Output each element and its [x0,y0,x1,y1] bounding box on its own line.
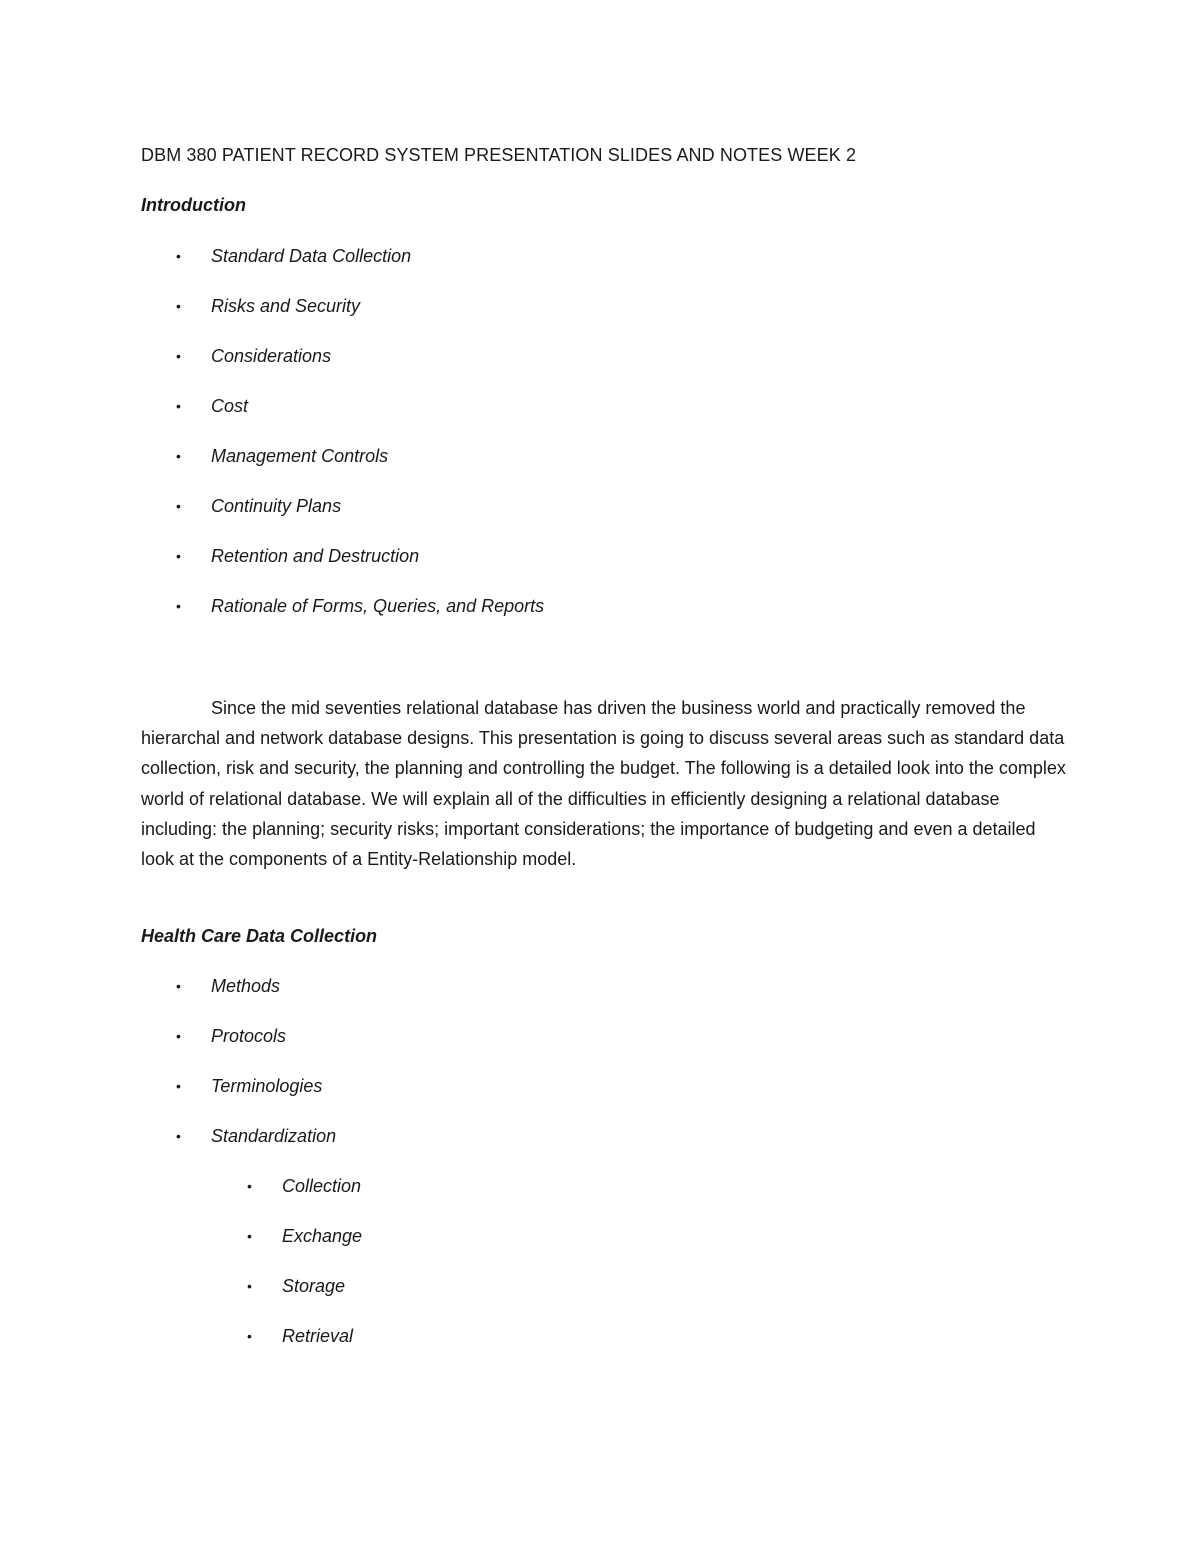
bullet-icon: • [247,1328,252,1344]
bullet-icon: • [247,1228,252,1244]
bullet-icon: • [176,448,181,464]
bullet-icon: • [176,1078,181,1094]
document-title: DBM 380 PATIENT RECORD SYSTEM PRESENTATION SLIDES AND NOTES WEEK 2 [141,145,857,165]
bullet-icon: • [176,398,181,414]
body-paragraph: Since the mid seventies relational database has driven the business world and practically removed the hierarchal and network database designs. This presentation is going to discuss several areas such as standard data collection, risk and security, the planning and controlling the budget. The following is a detailed look into the complex world of relational database. We will explain all of the difficulties in efficiently designing a relational database including: the planning; security risks; important considerations; the importance of budgeting and even a detailed look at the components of a Entity-Relationship model. [141,698,1066,870]
bullet-icon: • [176,548,181,564]
bullet-icon: • [176,498,181,514]
bullet-icon: • [176,1128,181,1144]
bullet-icon: • [176,248,181,264]
bullet-icon: • [176,348,181,364]
document-page: DBM 380 PATIENT RECORD SYSTEM PRESENTATION SLIDES AND NOTES WEEK 2 Introduction • Standard Data Collection • Risks and Security • Considerations • Cost • Management Controls • Continuity Plans • Retention and Destruction • Rationale of Forms, Queries, and Reports Since the mid seventies relational database has driven the business world and practically removed the hierarchal and network database designs. This presentation is going to discuss several areas such as standard data collection, risk and security, the planning and controlling the budget. The following is a detailed look into the complex world of relational database. We will explain all of the difficulties in efficiently designing a relational database including: the planning; security risks; important considerations; the importance of budgeting and even a detailed look at the components of a Entity-Relationship model. Health Care Data Collection • Methods • Protocols • Terminologies • Standardization • Collection • Exchange • Storage • Retrieval [0,0,1200,1553]
bullet-icon: • [176,1028,181,1044]
bullet-icon: • [247,1178,252,1194]
bullet-icon: • [176,298,181,314]
introduction-heading: Introduction [141,195,246,215]
health-care-heading: Health Care Data Collection [141,926,378,946]
bullet-icon: • [176,978,181,994]
bullet-icon: • [247,1278,252,1294]
bullet-icon: • [176,598,181,614]
